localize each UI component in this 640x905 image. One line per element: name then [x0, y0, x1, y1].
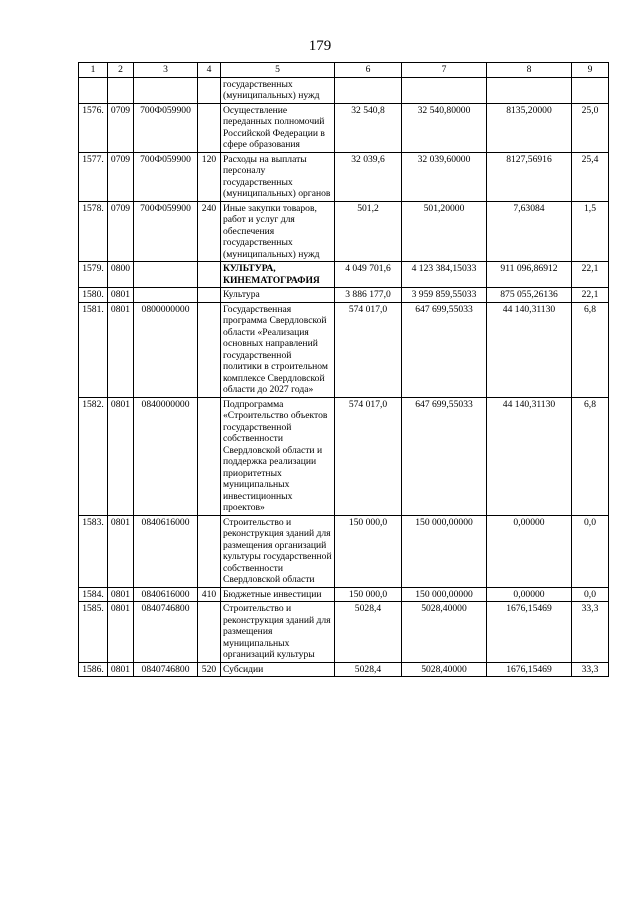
refined-amount: 150 000,00000	[402, 515, 487, 587]
item-name: Строительство и реконструкция зданий для размещения организаций культуры государственной собственности Свердловской области	[221, 515, 335, 587]
expense-type	[198, 515, 221, 587]
row-number: 1580.	[79, 288, 108, 303]
refined-amount: 5028,40000	[402, 602, 487, 663]
column-header: 2	[108, 63, 134, 78]
executed-amount: 44 140,31130	[487, 397, 572, 515]
table-row	[79, 302, 609, 397]
row-number: 1583.	[79, 515, 108, 587]
target-code: 0840746800	[134, 662, 198, 677]
execution-percent: 22,1	[572, 288, 609, 303]
table-row	[79, 515, 609, 587]
execution-percent: 25,4	[572, 152, 609, 201]
section-code: 0801	[108, 288, 134, 303]
execution-percent: 22,1	[572, 262, 609, 288]
row-number: 1579.	[79, 262, 108, 288]
table-row	[79, 587, 609, 602]
target-code: 0840616000	[134, 587, 198, 602]
table-row	[79, 103, 609, 152]
target-code: 0800000000	[134, 302, 198, 397]
column-header: 8	[487, 63, 572, 78]
expense-type	[198, 397, 221, 515]
item-name: Государственная программа Свердловской области «Реализация основных направлений государственной политики в строительном комплексе Свердловской области до 2027 года»	[221, 302, 335, 397]
execution-percent: 0,0	[572, 515, 609, 587]
executed-amount: 1676,15469	[487, 662, 572, 677]
expense-type: 520	[198, 662, 221, 677]
approved-amount: 32 540,8	[335, 103, 402, 152]
refined-amount: 501,20000	[402, 201, 487, 262]
section-code: 0801	[108, 397, 134, 515]
table-row	[79, 397, 609, 515]
refined-amount: 5028,40000	[402, 662, 487, 677]
approved-amount: 3 886 177,0	[335, 288, 402, 303]
executed-amount: 875 055,26136	[487, 288, 572, 303]
target-code	[134, 262, 198, 288]
refined-amount: 647 699,55033	[402, 302, 487, 397]
expense-type	[198, 288, 221, 303]
row-number: 1582.	[79, 397, 108, 515]
approved-amount: 574 017,0	[335, 302, 402, 397]
execution-percent: 6,8	[572, 302, 609, 397]
executed-amount: 8127,56916	[487, 152, 572, 201]
approved-amount: 4 049 701,6	[335, 262, 402, 288]
refined-amount: 32 039,60000	[402, 152, 487, 201]
expense-type	[198, 302, 221, 397]
target-code: 0840000000	[134, 397, 198, 515]
expense-type	[198, 602, 221, 663]
column-header: 6	[335, 63, 402, 78]
column-header: 3	[134, 63, 198, 78]
expense-type	[198, 103, 221, 152]
target-code	[134, 288, 198, 303]
section-code: 0801	[108, 602, 134, 663]
approved-amount: 5028,4	[335, 662, 402, 677]
page-number: 179	[308, 38, 332, 54]
table-row	[79, 602, 609, 663]
column-header: 1	[79, 63, 108, 78]
section-code: 0801	[108, 662, 134, 677]
executed-amount	[487, 77, 572, 103]
approved-amount	[335, 77, 402, 103]
target-code: 700Ф059900	[134, 152, 198, 201]
executed-amount: 8135,20000	[487, 103, 572, 152]
table-row	[79, 262, 609, 288]
row-number: 1581.	[79, 302, 108, 397]
execution-percent: 1,5	[572, 201, 609, 262]
execution-percent: 0,0	[572, 587, 609, 602]
expense-type: 410	[198, 587, 221, 602]
row-number: 1576.	[79, 103, 108, 152]
target-code: 0840746800	[134, 602, 198, 663]
refined-amount: 3 959 859,55033	[402, 288, 487, 303]
refined-amount: 32 540,80000	[402, 103, 487, 152]
budget-table	[78, 62, 609, 677]
execution-percent: 33,3	[572, 602, 609, 663]
executed-amount: 0,00000	[487, 587, 572, 602]
section-code: 0801	[108, 515, 134, 587]
row-number	[79, 77, 108, 103]
executed-amount: 1676,15469	[487, 602, 572, 663]
approved-amount: 150 000,0	[335, 587, 402, 602]
item-name: государственных (муниципальных) нужд	[221, 77, 335, 103]
execution-percent: 25,0	[572, 103, 609, 152]
executed-amount: 911 096,86912	[487, 262, 572, 288]
row-number: 1578.	[79, 201, 108, 262]
header-row	[79, 63, 609, 78]
execution-percent	[572, 77, 609, 103]
approved-amount: 32 039,6	[335, 152, 402, 201]
table-row	[79, 201, 609, 262]
row-number: 1586.	[79, 662, 108, 677]
item-name: Бюджетные инвестиции	[221, 587, 335, 602]
section-code: 0709	[108, 103, 134, 152]
column-header: 9	[572, 63, 609, 78]
item-name: Культура	[221, 288, 335, 303]
executed-amount: 44 140,31130	[487, 302, 572, 397]
table-row	[79, 77, 609, 103]
target-code: 0840616000	[134, 515, 198, 587]
section-code: 0709	[108, 201, 134, 262]
refined-amount: 4 123 384,15033	[402, 262, 487, 288]
target-code	[134, 77, 198, 103]
item-name: Субсидии	[221, 662, 335, 677]
refined-amount: 150 000,00000	[402, 587, 487, 602]
approved-amount: 574 017,0	[335, 397, 402, 515]
row-number: 1585.	[79, 602, 108, 663]
section-code: 0801	[108, 587, 134, 602]
refined-amount	[402, 77, 487, 103]
item-name: Осуществление переданных полномочий Российской Федерации в сфере образования	[221, 103, 335, 152]
expense-type: 240	[198, 201, 221, 262]
expense-type	[198, 77, 221, 103]
item-name: Иные закупки товаров, работ и услуг для обеспечения государственных (муниципальных) нужд	[221, 201, 335, 262]
executed-amount: 7,63084	[487, 201, 572, 262]
approved-amount: 5028,4	[335, 602, 402, 663]
refined-amount: 647 699,55033	[402, 397, 487, 515]
column-header: 5	[221, 63, 335, 78]
column-header: 7	[402, 63, 487, 78]
expense-type: 120	[198, 152, 221, 201]
section-code: 0709	[108, 152, 134, 201]
item-name: Строительство и реконструкция зданий для размещения муниципальных организаций культуры	[221, 602, 335, 663]
row-number: 1577.	[79, 152, 108, 201]
section-code	[108, 77, 134, 103]
target-code: 700Ф059900	[134, 201, 198, 262]
item-name: Расходы на выплаты персоналу государственных (муниципальных) органов	[221, 152, 335, 201]
executed-amount: 0,00000	[487, 515, 572, 587]
table-row	[79, 152, 609, 201]
table-row	[79, 288, 609, 303]
target-code: 700Ф059900	[134, 103, 198, 152]
item-name: КУЛЬТУРА, КИНЕМАТОГРАФИЯ	[221, 262, 335, 288]
section-code: 0800	[108, 262, 134, 288]
approved-amount: 501,2	[335, 201, 402, 262]
section-code: 0801	[108, 302, 134, 397]
execution-percent: 6,8	[572, 397, 609, 515]
expense-type	[198, 262, 221, 288]
table-row	[79, 662, 609, 677]
item-name: Подпрограмма «Строительство объектов государственной собственности Свердловской области и поддержка реализации приоритетных муниципальных инвестиционных проектов»	[221, 397, 335, 515]
column-header: 4	[198, 63, 221, 78]
approved-amount: 150 000,0	[335, 515, 402, 587]
execution-percent: 33,3	[572, 662, 609, 677]
row-number: 1584.	[79, 587, 108, 602]
